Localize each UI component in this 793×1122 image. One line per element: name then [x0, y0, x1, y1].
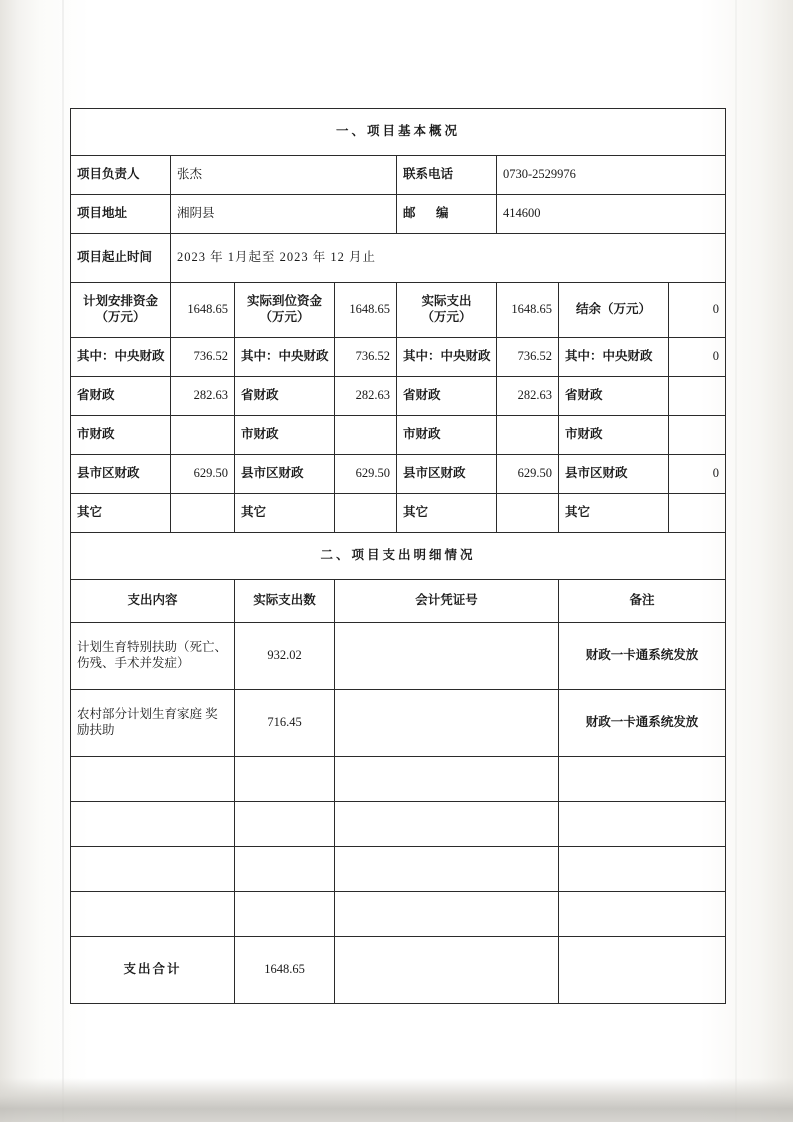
detail-row	[71, 757, 726, 802]
manager-value: 张杰	[171, 156, 397, 195]
actual-received-value: 1648.65	[335, 283, 397, 338]
province-finance-value-3: 282.63	[497, 377, 559, 416]
breakdown-row-province	[71, 377, 726, 416]
section2-title: 二、项目支出明细情况	[71, 533, 726, 580]
breakdown-row-central	[71, 338, 726, 377]
detail-row	[71, 690, 726, 757]
detail-header-voucher: 会计凭证号	[335, 580, 559, 623]
scan-streak	[62, 0, 64, 1122]
detail-note-3	[559, 757, 726, 802]
county-finance-label-3: 县市区财政	[397, 455, 497, 494]
detail-header-note: 备注	[559, 580, 726, 623]
county-finance-value-4: 0	[669, 455, 726, 494]
province-finance-label-3: 省财政	[397, 377, 497, 416]
detail-row	[71, 847, 726, 892]
section1-title: 一、项目基本概况	[71, 109, 726, 156]
detail-row	[71, 892, 726, 937]
detail-amount-6	[235, 892, 335, 937]
county-finance-value-2: 629.50	[335, 455, 397, 494]
total-row	[71, 937, 726, 1004]
detail-note-1: 财政一卡通系统发放	[559, 623, 726, 690]
central-finance-value-1: 736.52	[171, 338, 235, 377]
detail-content-2: 农村部分计划生育家庭 奖励扶助	[71, 690, 235, 757]
scan-streak	[735, 0, 737, 1122]
balance-value: 0	[669, 283, 726, 338]
detail-content-1: 计划生育特别扶助（死亡、 伤残、手术并发症）	[71, 623, 235, 690]
central-finance-label-1: 其中：中央财政	[71, 338, 171, 377]
zip-label: 邮 编	[397, 195, 497, 234]
breakdown-row-county	[71, 455, 726, 494]
central-finance-label-4: 其中：中央财政	[559, 338, 669, 377]
phone-label: 联系电话	[397, 156, 497, 195]
central-finance-value-3: 736.52	[497, 338, 559, 377]
central-finance-label-2: 其中：中央财政	[235, 338, 335, 377]
actual-expenditure-label: 实际支出 （万元）	[397, 283, 497, 338]
section1-title-row	[71, 109, 726, 156]
other-finance-label-2: 其它	[235, 494, 335, 533]
detail-note-4	[559, 802, 726, 847]
report-form	[70, 108, 725, 1004]
manager-row	[71, 156, 726, 195]
county-finance-label-1: 县市区财政	[71, 455, 171, 494]
county-finance-value-3: 629.50	[497, 455, 559, 494]
phone-value: 0730-2529976	[497, 156, 726, 195]
city-finance-value-3	[497, 416, 559, 455]
manager-label: 项目负责人	[71, 156, 171, 195]
other-finance-label-1: 其它	[71, 494, 171, 533]
section2-title-row	[71, 533, 726, 580]
province-finance-label-4: 省财政	[559, 377, 669, 416]
other-finance-value-4	[669, 494, 726, 533]
detail-header-row	[71, 580, 726, 623]
detail-amount-3	[235, 757, 335, 802]
detail-voucher-5	[335, 847, 559, 892]
total-note	[559, 937, 726, 1004]
central-finance-value-2: 736.52	[335, 338, 397, 377]
project-overview-table	[70, 108, 726, 1004]
other-finance-value-1	[171, 494, 235, 533]
breakdown-row-other	[71, 494, 726, 533]
city-finance-value-4	[669, 416, 726, 455]
detail-voucher-3	[335, 757, 559, 802]
province-finance-label-1: 省财政	[71, 377, 171, 416]
zip-value: 414600	[497, 195, 726, 234]
city-finance-value-1	[171, 416, 235, 455]
detail-note-6	[559, 892, 726, 937]
central-finance-value-4: 0	[669, 338, 726, 377]
detail-voucher-1	[335, 623, 559, 690]
period-label: 项目起止时间	[71, 234, 171, 283]
detail-content-4	[71, 802, 235, 847]
detail-header-amount: 实际支出数	[235, 580, 335, 623]
detail-voucher-6	[335, 892, 559, 937]
detail-note-5	[559, 847, 726, 892]
period-row	[71, 234, 726, 283]
central-finance-label-3: 其中：中央财政	[397, 338, 497, 377]
detail-note-2: 财政一卡通系统发放	[559, 690, 726, 757]
period-value: 2023 年 1月起至 2023 年 12 月止	[171, 234, 726, 283]
address-label: 项目地址	[71, 195, 171, 234]
other-finance-value-2	[335, 494, 397, 533]
city-finance-label-3: 市财政	[397, 416, 497, 455]
detail-voucher-2	[335, 690, 559, 757]
detail-content-5	[71, 847, 235, 892]
province-finance-value-4	[669, 377, 726, 416]
county-finance-label-4: 县市区财政	[559, 455, 669, 494]
detail-row	[71, 802, 726, 847]
detail-voucher-4	[335, 802, 559, 847]
city-finance-label-2: 市财政	[235, 416, 335, 455]
other-finance-value-3	[497, 494, 559, 533]
breakdown-row-city	[71, 416, 726, 455]
total-voucher	[335, 937, 559, 1004]
detail-amount-5	[235, 847, 335, 892]
city-finance-label-4: 市财政	[559, 416, 669, 455]
funds-summary-row	[71, 283, 726, 338]
province-finance-value-2: 282.63	[335, 377, 397, 416]
detail-amount-4	[235, 802, 335, 847]
detail-amount-1: 932.02	[235, 623, 335, 690]
province-finance-value-1: 282.63	[171, 377, 235, 416]
detail-row	[71, 623, 726, 690]
detail-content-6	[71, 892, 235, 937]
other-finance-label-3: 其它	[397, 494, 497, 533]
total-label: 支出合计	[71, 937, 235, 1004]
county-finance-label-2: 县市区财政	[235, 455, 335, 494]
province-finance-label-2: 省财政	[235, 377, 335, 416]
total-amount: 1648.65	[235, 937, 335, 1004]
detail-header-content: 支出内容	[71, 580, 235, 623]
city-finance-value-2	[335, 416, 397, 455]
other-finance-label-4: 其它	[559, 494, 669, 533]
city-finance-label-1: 市财政	[71, 416, 171, 455]
planned-funds-label: 计划安排资金 （万元）	[71, 283, 171, 338]
detail-content-3	[71, 757, 235, 802]
detail-amount-2: 716.45	[235, 690, 335, 757]
planned-funds-value: 1648.65	[171, 283, 235, 338]
county-finance-value-1: 629.50	[171, 455, 235, 494]
address-row	[71, 195, 726, 234]
balance-label: 结余（万元）	[559, 283, 669, 338]
actual-received-label: 实际到位资金 （万元）	[235, 283, 335, 338]
actual-expenditure-value: 1648.65	[497, 283, 559, 338]
address-value: 湘阴县	[171, 195, 397, 234]
